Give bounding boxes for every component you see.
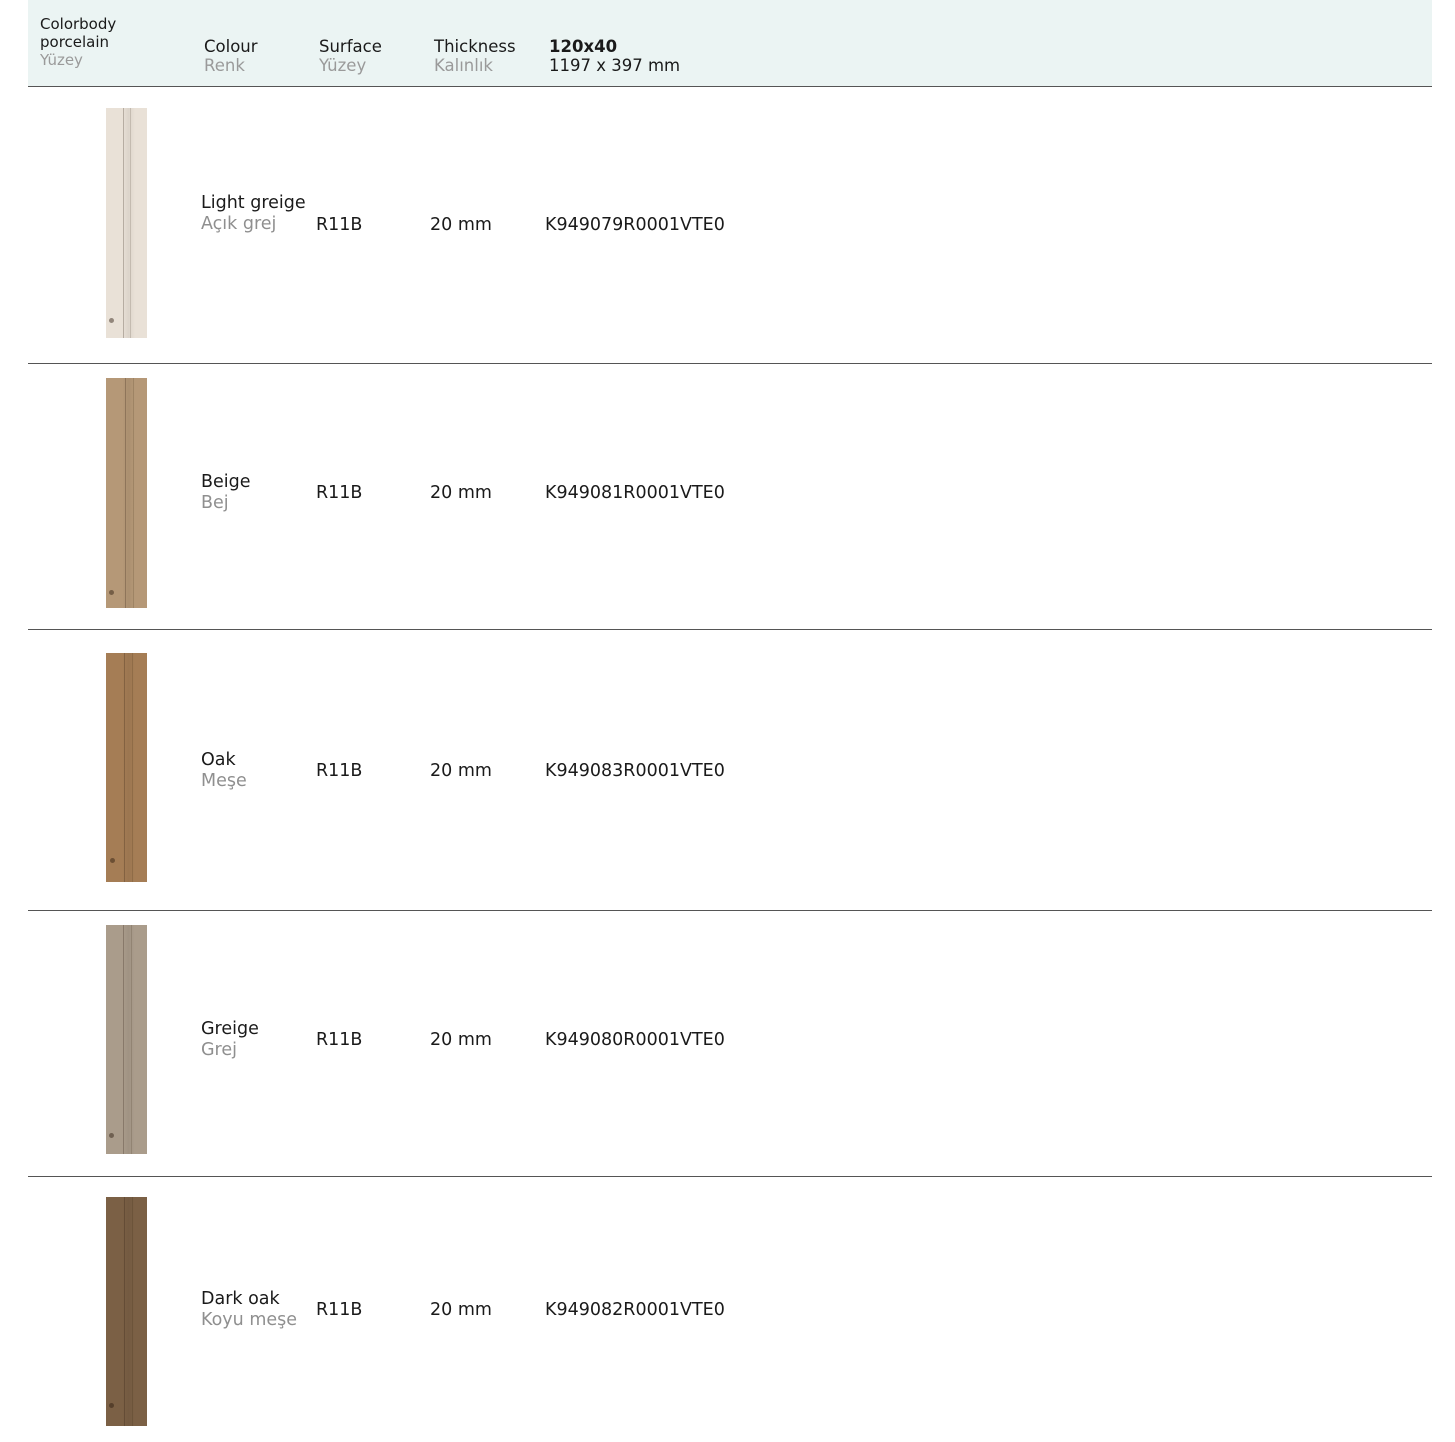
product-code: K949080R0001VTE0 xyxy=(545,1030,725,1050)
thickness-cell: 20 mm xyxy=(430,1030,492,1050)
table-row xyxy=(28,87,1432,364)
header-colour-tr: Renk xyxy=(204,56,245,75)
header-thickness xyxy=(434,37,516,75)
colour-tr: Bej xyxy=(201,493,229,513)
header-material-tr: Yüzey xyxy=(40,51,83,69)
header-surface-tr: Yüzey xyxy=(319,56,367,75)
header-surface-en: Surface xyxy=(319,37,382,56)
header-material xyxy=(40,15,116,69)
surface-cell: R11B xyxy=(316,761,363,781)
header-material-en-line2: porcelain xyxy=(40,33,110,51)
product-code: K949081R0001VTE0 xyxy=(545,483,725,503)
colour-cell xyxy=(201,193,306,235)
header-format xyxy=(549,37,680,75)
table-row xyxy=(28,364,1432,630)
colour-tr: Koyu meşe xyxy=(201,1310,298,1330)
thickness-cell: 20 mm xyxy=(430,483,492,503)
product-code: K949083R0001VTE0 xyxy=(545,761,725,781)
table-row xyxy=(28,911,1432,1177)
surface-cell: R11B xyxy=(316,1030,363,1050)
tile-swatch xyxy=(106,1197,147,1426)
colour-cell xyxy=(201,750,247,792)
colour-tr: Açık grej xyxy=(201,214,277,234)
tile-swatch xyxy=(106,653,147,882)
product-code: K949079R0001VTE0 xyxy=(545,215,725,235)
surface-cell: R11B xyxy=(316,215,363,235)
colour-en: Oak xyxy=(201,750,236,770)
colour-cell xyxy=(201,1019,259,1061)
tile-swatch xyxy=(106,925,147,1154)
colour-en: Greige xyxy=(201,1019,259,1039)
colour-tr: Grej xyxy=(201,1040,237,1060)
colour-cell xyxy=(201,1289,297,1331)
colour-en: Dark oak xyxy=(201,1289,280,1309)
thickness-cell: 20 mm xyxy=(430,215,492,235)
table-row xyxy=(28,630,1432,911)
table-row xyxy=(28,1177,1432,1442)
table-header xyxy=(28,0,1432,87)
thickness-cell: 20 mm xyxy=(430,1300,492,1320)
header-format-size: 1197 x 397 mm xyxy=(549,56,681,75)
header-colour xyxy=(204,37,258,75)
header-material-en-line1: Colorbody xyxy=(40,15,117,33)
header-thickness-en: Thickness xyxy=(434,37,516,56)
colour-en: Beige xyxy=(201,472,251,492)
tile-swatch xyxy=(106,378,147,608)
tile-swatch xyxy=(106,108,147,338)
colour-en: Light greige xyxy=(201,193,306,213)
thickness-cell: 20 mm xyxy=(430,761,492,781)
colour-cell xyxy=(201,472,251,514)
header-format-name: 120x40 xyxy=(549,37,618,56)
product-code: K949082R0001VTE0 xyxy=(545,1300,725,1320)
surface-cell: R11B xyxy=(316,1300,363,1320)
header-thickness-tr: Kalınlık xyxy=(434,56,493,75)
header-colour-en: Colour xyxy=(204,37,258,56)
header-surface xyxy=(319,37,382,75)
colour-tr: Meşe xyxy=(201,771,247,791)
surface-cell: R11B xyxy=(316,483,363,503)
